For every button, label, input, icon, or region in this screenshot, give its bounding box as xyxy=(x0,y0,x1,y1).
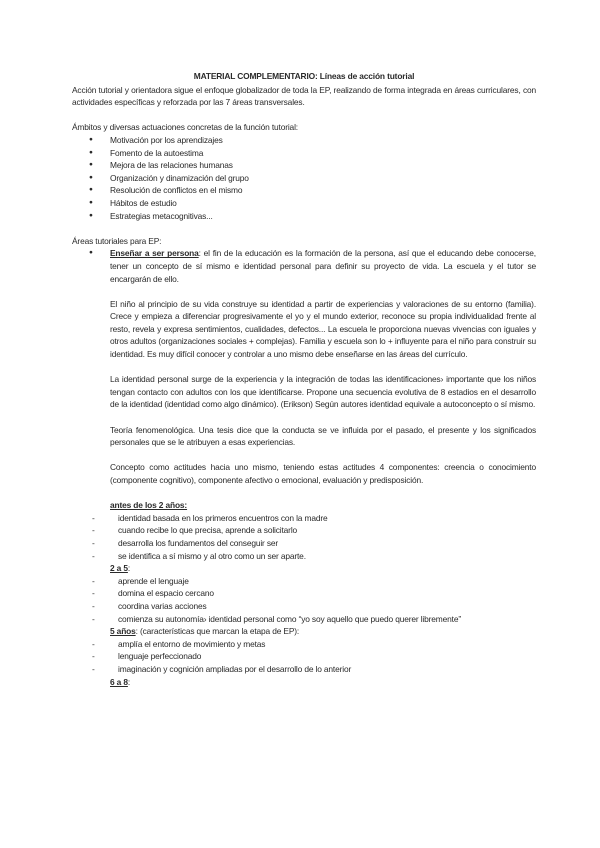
list-item: ● Mejora de las relaciones humanas xyxy=(72,159,536,172)
list-item: - identidad basada en los primeros encuentros con la madre xyxy=(72,512,536,525)
list-item: ● Organización y dinamización del grupo xyxy=(72,172,536,185)
list-item xyxy=(72,247,536,285)
intro-paragraph: Acción tutorial y orientadora sigue el enfoque globalizador de toda la EP, realizando de forma integrada en áreas curriculares, con actividades específicas y reforzada por las 7 áreas transversales. xyxy=(72,84,536,108)
list-item: - imaginación y cognición ampliadas por el desarrollo de lo anterior xyxy=(72,663,536,676)
nino-paragraph: El niño al principio de su vida construye su identidad a partir de experiencias y valoraciones de su entorno (familia). Crece y empieza a diferenciar progresivamente el yo y el mundo exterior, reconoce su propia individualidad frente al resto, revela y expresa sentimientos, cualidades, defectos... La escuela le proporciona nuevas vivencias con iguales y otros adultos (organizaciones sociales + complejas). Familia y escuela son lo + influyente para el niño para construir su identidad. Es muy difícil conocer y controlar a uno mismo debe enseñarse en las áreas del currículo. xyxy=(110,298,536,360)
list-item: ● Resolución de conflictos en el mismo xyxy=(72,184,536,197)
etapa-list-2 xyxy=(72,638,536,676)
list-item: ● Motivación por los aprendizajes xyxy=(72,134,536,147)
list-item: - desarrolla los fundamentos del conseguir ser xyxy=(72,537,536,550)
concepto-paragraph: Concepto como actitudes hacia uno mismo, teniendo estas actitudes 4 componentes: creencia o conocimiento (componente cognitivo), componente afectivo o emocional, evaluación y predisposición. xyxy=(110,462,536,485)
list-item: ● Hábitos de estudio xyxy=(72,197,536,210)
ambitos-heading: Ámbitos y diversas actuaciones concretas de la función tutorial: xyxy=(72,122,298,133)
etapa-list-0 xyxy=(72,512,536,562)
list-item: - coordina varias acciones xyxy=(72,600,536,613)
list-item: ● Estrategias metacognitivas... xyxy=(72,210,536,223)
ambitos-list xyxy=(72,134,536,222)
etapa-heading-1: 2 a 5: xyxy=(110,563,131,574)
list-item: - comienza su autonomía› identidad personal como “yo soy aquello que puedo querer libremente” xyxy=(72,613,536,626)
teoria-paragraph: Teoría fenomenológica. Una tesis dice que la conducta se ve influida por el pasado, el presente y los significados personales que se le atribuyen a esas experiencias. xyxy=(110,424,536,448)
etapa-list-1 xyxy=(72,575,536,625)
etapa-heading-2: 5 años: (características que marcan la etapa de EP): xyxy=(110,626,300,637)
etapa-heading-3: 6 a 8: xyxy=(110,676,131,687)
etapa-heading-0: antes de los 2 años: xyxy=(110,500,188,511)
ensenar-label: Enseñar a ser persona xyxy=(110,248,199,259)
list-item: - aprende el lenguaje xyxy=(72,575,536,588)
identidad-paragraph: La identidad personal surge de la experiencia y la integración de todas las identificaciones› importante que los niños tengan contacto con adultos con los que identificarse. Propone una secuencia evolutiva de 8 estadios en el desarrollo de la identidad (identidad como algo dinámico). (Erikson) Según autores identidad equivale a autoconcepto o sí mismo. xyxy=(110,374,536,410)
list-item: - lenguaje perfeccionado xyxy=(72,650,536,663)
ensenar-text: : el fin de la educación es la formación de la persona, así que el educando debe conocerse, tener un concepto de sí mismo e identidad personal para definir su proyecto de vida. La escuela y el tutor se encargarán de ello. xyxy=(110,248,536,284)
areas-heading: Áreas tutoriales para EP: xyxy=(72,235,162,246)
areas-list xyxy=(72,247,536,285)
list-item: - se identifica a sí mismo y al otro como un ser aparte. xyxy=(72,550,536,563)
list-item: ● Fomento de la autoestima xyxy=(72,147,536,160)
document-title: MATERIAL COMPLEMENTARIO: Líneas de acción tutorial xyxy=(193,71,415,81)
list-item: - amplía el entorno de movimiento y metas xyxy=(72,638,536,651)
list-item: - cuando recibe lo que precisa, aprende a solicitarlo xyxy=(72,524,536,537)
list-item: - domina el espacio cercano xyxy=(72,587,536,600)
